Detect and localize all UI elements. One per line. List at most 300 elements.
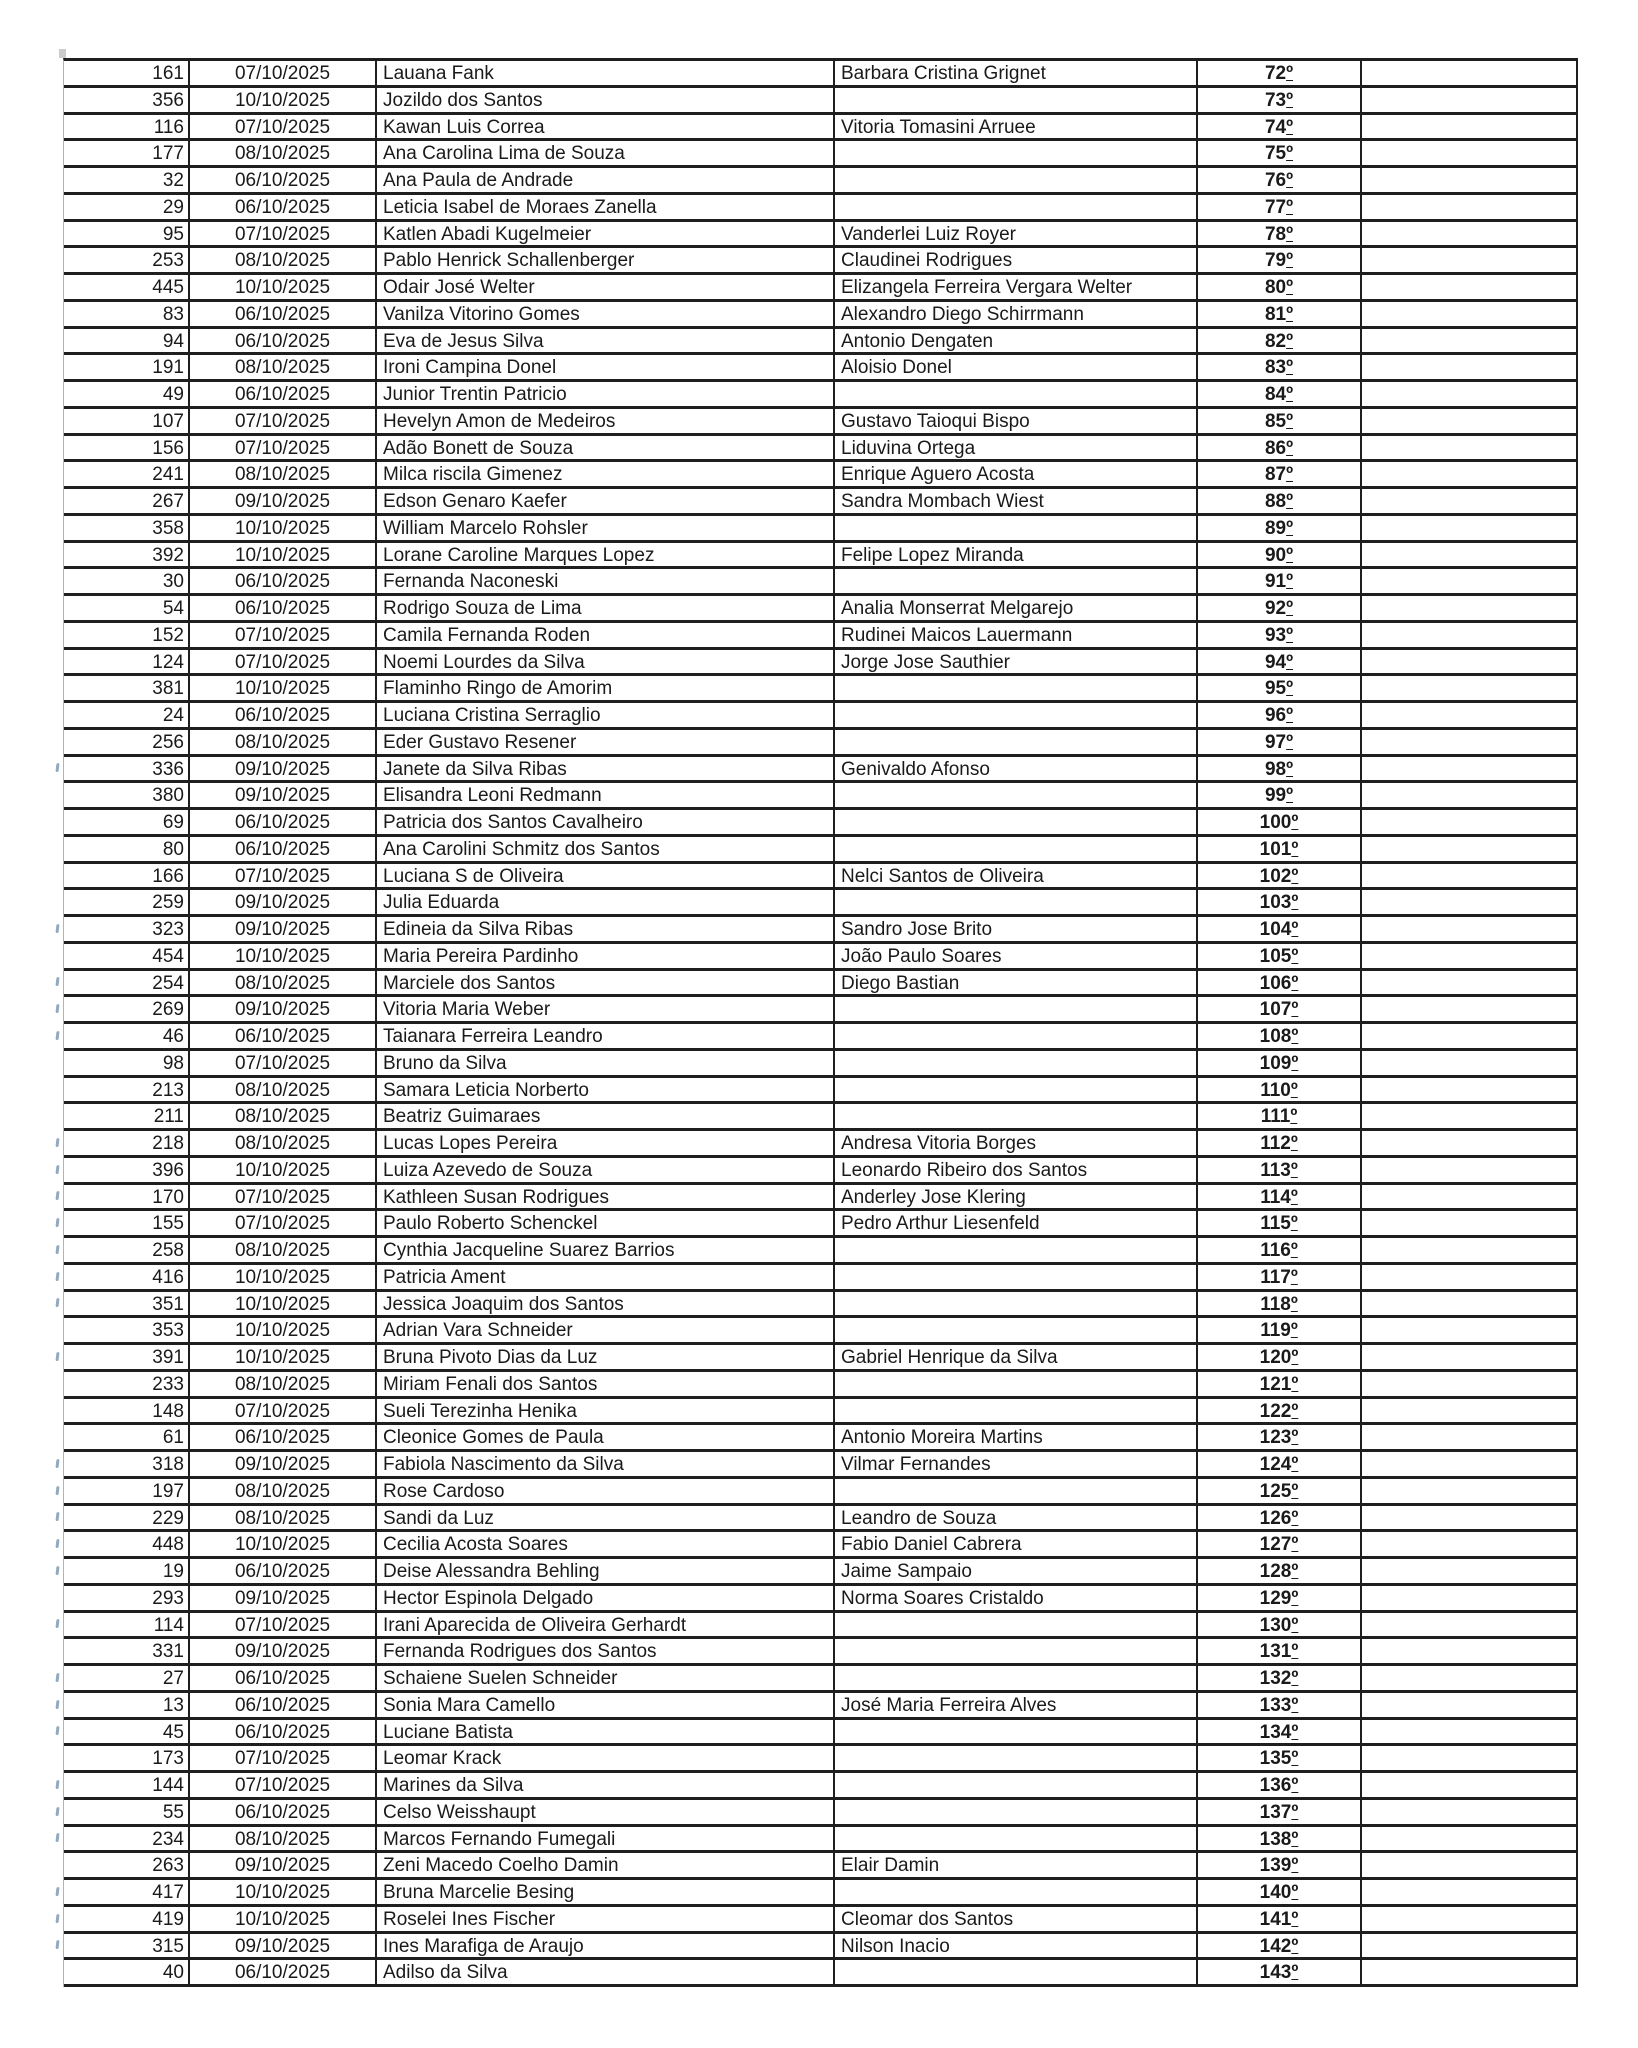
participant-name-cell: Ana Paula de Andrade [377,168,835,192]
notes-empty-cell [1362,864,1576,888]
participant-name-cell: Marines da Silva [377,1773,835,1797]
participant-name-cell: Junior Trentin Patricio [377,382,835,406]
participant-name-cell: Celso Weisshaupt [377,1800,835,1824]
signup-date-cell: 09/10/2025 [190,997,377,1021]
notes-empty-cell [1362,516,1576,540]
table-row [64,1238,1576,1265]
table-row [64,944,1576,971]
partner-name-cell: Pedro Arthur Liesenfeld [835,1211,1198,1235]
partner-name-cell [835,168,1198,192]
position-cell: 106º [1198,971,1362,995]
notes-empty-cell [1362,1211,1576,1235]
notes-empty-cell [1362,141,1576,165]
table-row [64,1158,1576,1185]
notes-empty-cell [1362,1051,1576,1075]
participant-name-cell: Odair José Welter [377,275,835,299]
signup-date-cell: 07/10/2025 [190,1051,377,1075]
position-cell: 72º [1198,61,1362,85]
notes-empty-cell [1362,1238,1576,1262]
participant-name-cell: Beatriz Guimaraes [377,1104,835,1128]
notes-empty-cell [1362,1024,1576,1048]
table-row [64,543,1576,570]
partner-name-cell [835,1746,1198,1770]
signup-date-cell: 08/10/2025 [190,1372,377,1396]
position-cell: 80º [1198,275,1362,299]
participant-name-cell: Bruno da Silva [377,1051,835,1075]
partner-name-cell [835,1372,1198,1396]
table-row [64,516,1576,543]
position-cell: 76º [1198,168,1362,192]
position-cell: 132º [1198,1666,1362,1690]
partner-name-cell: Elair Damin [835,1853,1198,1877]
signup-date-cell: 07/10/2025 [190,222,377,246]
entry-number-cell: 32 [64,168,190,192]
row-margin-mark [55,763,59,772]
entry-number-cell: 256 [64,730,190,754]
participant-name-cell: Hector Espinola Delgado [377,1586,835,1610]
row-margin-mark [55,1940,59,1949]
entry-number-cell: 95 [64,222,190,246]
entry-number-cell: 258 [64,1238,190,1262]
table-row [64,61,1576,88]
notes-empty-cell [1362,1720,1576,1744]
entry-number-cell: 229 [64,1506,190,1530]
notes-empty-cell [1362,650,1576,674]
table-row [64,275,1576,302]
participant-name-cell: Deise Alessandra Behling [377,1559,835,1583]
table-row [64,997,1576,1024]
entry-number-cell: 13 [64,1693,190,1717]
partner-name-cell: Diego Bastian [835,971,1198,995]
participant-name-cell: Lorane Caroline Marques Lopez [377,543,835,567]
notes-empty-cell [1362,222,1576,246]
row-margin-mark [55,1512,59,1521]
position-cell: 96º [1198,703,1362,727]
partner-name-cell [835,88,1198,112]
signup-date-cell: 06/10/2025 [190,195,377,219]
participant-name-cell: Vitoria Maria Weber [377,997,835,1021]
partner-name-cell [835,1613,1198,1637]
notes-empty-cell [1362,436,1576,460]
partner-name-cell [835,890,1198,914]
participant-name-cell: Luiza Azevedo de Souza [377,1158,835,1182]
signup-date-cell: 09/10/2025 [190,1934,377,1958]
notes-empty-cell [1362,1104,1576,1128]
table-row [64,248,1576,275]
entry-number-cell: 416 [64,1265,190,1289]
position-cell: 84º [1198,382,1362,406]
partner-name-cell: Genivaldo Afonso [835,757,1198,781]
signup-date-cell: 08/10/2025 [190,355,377,379]
position-cell: 128º [1198,1559,1362,1583]
entry-number-cell: 445 [64,275,190,299]
signup-date-cell: 10/10/2025 [190,1345,377,1369]
entry-number-cell: 19 [64,1559,190,1583]
notes-empty-cell [1362,88,1576,112]
row-margin-mark [55,1218,59,1227]
position-cell: 101º [1198,837,1362,861]
participant-name-cell: Marciele dos Santos [377,971,835,995]
entry-number-cell: 353 [64,1318,190,1342]
signup-date-cell: 07/10/2025 [190,1399,377,1423]
entry-number-cell: 318 [64,1452,190,1476]
notes-empty-cell [1362,1853,1576,1877]
table-row [64,1639,1576,1666]
notes-empty-cell [1362,757,1576,781]
row-margin-mark [55,1298,59,1307]
participant-name-cell: Maria Pereira Pardinho [377,944,835,968]
signup-date-cell: 10/10/2025 [190,1265,377,1289]
table-row [64,971,1576,998]
signup-date-cell: 10/10/2025 [190,516,377,540]
notes-empty-cell [1362,1479,1576,1503]
entry-number-cell: 177 [64,141,190,165]
participant-name-cell: Samara Leticia Norberto [377,1078,835,1102]
table-row [64,1131,1576,1158]
position-cell: 126º [1198,1506,1362,1530]
partner-name-cell: Enrique Aguero Acosta [835,462,1198,486]
notes-empty-cell [1362,1907,1576,1931]
position-cell: 115º [1198,1211,1362,1235]
participant-name-cell: Schaiene Suelen Schneider [377,1666,835,1690]
participant-name-cell: Adrian Vara Schneider [377,1318,835,1342]
entry-number-cell: 166 [64,864,190,888]
participant-name-cell: Pablo Henrick Schallenberger [377,248,835,272]
participant-name-cell: Bruna Marcelie Besing [377,1880,835,1904]
notes-empty-cell [1362,409,1576,433]
partner-name-cell [835,569,1198,593]
position-cell: 79º [1198,248,1362,272]
position-cell: 104º [1198,917,1362,941]
participant-name-cell: Rodrigo Souza de Lima [377,596,835,620]
row-margin-mark [55,1807,59,1816]
position-cell: 97º [1198,730,1362,754]
notes-empty-cell [1362,1318,1576,1342]
notes-empty-cell [1362,275,1576,299]
partner-name-cell: Elizangela Ferreira Vergara Welter [835,275,1198,299]
position-cell: 136º [1198,1773,1362,1797]
table-row [64,596,1576,623]
participant-name-cell: Lucas Lopes Pereira [377,1131,835,1155]
signup-date-cell: 06/10/2025 [190,1666,377,1690]
position-cell: 143º [1198,1960,1362,1984]
notes-empty-cell [1362,1693,1576,1717]
partner-name-cell [835,1265,1198,1289]
partner-name-cell [835,1639,1198,1663]
notes-empty-cell [1362,1506,1576,1530]
row-margin-mark [55,1138,59,1147]
table-row [64,1051,1576,1078]
signup-date-cell: 08/10/2025 [190,1078,377,1102]
notes-empty-cell [1362,302,1576,326]
signup-date-cell: 06/10/2025 [190,1024,377,1048]
table-row [64,890,1576,917]
table-row [64,1506,1576,1533]
signup-date-cell: 08/10/2025 [190,248,377,272]
signup-date-cell: 10/10/2025 [190,1907,377,1931]
signup-date-cell: 10/10/2025 [190,676,377,700]
partner-name-cell [835,1773,1198,1797]
participant-name-cell: Leticia Isabel de Moraes Zanella [377,195,835,219]
position-cell: 116º [1198,1238,1362,1262]
position-cell: 98º [1198,757,1362,781]
signup-date-cell: 08/10/2025 [190,1104,377,1128]
entry-number-cell: 356 [64,88,190,112]
position-cell: 111º [1198,1104,1362,1128]
notes-empty-cell [1362,1532,1576,1556]
table-row [64,1265,1576,1292]
entry-number-cell: 331 [64,1639,190,1663]
partner-name-cell: João Paulo Soares [835,944,1198,968]
table-row [64,88,1576,115]
partner-name-cell: Nilson Inacio [835,1934,1198,1958]
entry-number-cell: 173 [64,1746,190,1770]
position-cell: 137º [1198,1800,1362,1824]
position-cell: 88º [1198,489,1362,513]
partner-name-cell: Gustavo Taioqui Bispo [835,409,1198,433]
position-cell: 134º [1198,1720,1362,1744]
participant-name-cell: Fernanda Rodrigues dos Santos [377,1639,835,1663]
participant-name-cell: Leomar Krack [377,1746,835,1770]
participant-name-cell: Patricia Ament [377,1265,835,1289]
notes-empty-cell [1362,61,1576,85]
notes-empty-cell [1362,1827,1576,1851]
table-row [64,302,1576,329]
entry-number-cell: 269 [64,997,190,1021]
notes-empty-cell [1362,997,1576,1021]
position-cell: 139º [1198,1853,1362,1877]
partner-name-cell [835,1827,1198,1851]
notes-empty-cell [1362,1800,1576,1824]
position-cell: 125º [1198,1479,1362,1503]
participant-name-cell: Kathleen Susan Rodrigues [377,1185,835,1209]
row-margin-mark [55,1566,59,1575]
row-margin-mark [55,1673,59,1682]
participant-name-cell: Sandi da Luz [377,1506,835,1530]
position-cell: 124º [1198,1452,1362,1476]
notes-empty-cell [1362,543,1576,567]
position-cell: 83º [1198,355,1362,379]
position-cell: 131º [1198,1639,1362,1663]
partner-name-cell [835,1051,1198,1075]
partner-name-cell: Leandro de Souza [835,1506,1198,1530]
partner-name-cell [835,1024,1198,1048]
signup-date-cell: 10/10/2025 [190,1158,377,1182]
partner-name-cell: Liduvina Ortega [835,436,1198,460]
notes-empty-cell [1362,1746,1576,1770]
position-cell: 129º [1198,1586,1362,1610]
participant-name-cell: Elisandra Leoni Redmann [377,783,835,807]
entry-number-cell: 392 [64,543,190,567]
entry-number-cell: 218 [64,1131,190,1155]
position-cell: 78º [1198,222,1362,246]
partner-name-cell [835,783,1198,807]
partner-name-cell [835,1720,1198,1744]
table-row [64,355,1576,382]
participant-name-cell: Jozildo dos Santos [377,88,835,112]
participant-name-cell: Marcos Fernando Fumegali [377,1827,835,1851]
entry-number-cell: 267 [64,489,190,513]
signup-date-cell: 08/10/2025 [190,971,377,995]
notes-empty-cell [1362,730,1576,754]
table-row [64,1907,1576,1934]
signup-date-cell: 07/10/2025 [190,409,377,433]
table-row [64,409,1576,436]
position-cell: 120º [1198,1345,1362,1369]
entry-number-cell: 211 [64,1104,190,1128]
entry-number-cell: 417 [64,1880,190,1904]
table-row [64,382,1576,409]
entry-number-cell: 83 [64,302,190,326]
notes-empty-cell [1362,596,1576,620]
entry-number-cell: 323 [64,917,190,941]
table-row [64,730,1576,757]
participant-name-cell: Flaminho Ringo de Amorim [377,676,835,700]
partner-name-cell [835,730,1198,754]
signup-date-cell: 10/10/2025 [190,1880,377,1904]
participant-name-cell: Sueli Terezinha Henika [377,1399,835,1423]
entry-number-cell: 254 [64,971,190,995]
signup-date-cell: 10/10/2025 [190,1292,377,1316]
partner-name-cell [835,810,1198,834]
signup-date-cell: 09/10/2025 [190,489,377,513]
row-margin-mark [55,1539,59,1548]
entry-number-cell: 213 [64,1078,190,1102]
signup-date-cell: 08/10/2025 [190,1506,377,1530]
position-cell: 77º [1198,195,1362,219]
signup-date-cell: 06/10/2025 [190,302,377,326]
participant-name-cell: Milca riscila Gimenez [377,462,835,486]
participant-name-cell: Paulo Roberto Schenckel [377,1211,835,1235]
entry-number-cell: 396 [64,1158,190,1182]
row-margin-mark [55,977,59,986]
partner-name-cell [835,1238,1198,1262]
participant-name-cell: Irani Aparecida de Oliveira Gerhardt [377,1613,835,1637]
entry-number-cell: 124 [64,650,190,674]
row-margin-mark [55,1914,59,1923]
participant-name-cell: Lauana Fank [377,61,835,85]
partner-name-cell [835,1078,1198,1102]
entry-number-cell: 49 [64,382,190,406]
position-cell: 123º [1198,1425,1362,1449]
partner-name-cell: Jorge Jose Sauthier [835,650,1198,674]
position-cell: 138º [1198,1827,1362,1851]
partner-name-cell: José Maria Ferreira Alves [835,1693,1198,1717]
table-row [64,1292,1576,1319]
signup-date-cell: 10/10/2025 [190,88,377,112]
notes-empty-cell [1362,1078,1576,1102]
partner-name-cell: Antonio Dengaten [835,329,1198,353]
position-cell: 118º [1198,1292,1362,1316]
partner-name-cell: Andresa Vitoria Borges [835,1131,1198,1155]
partner-name-cell [835,1318,1198,1342]
table-row [64,115,1576,142]
entry-number-cell: 94 [64,329,190,353]
partner-name-cell [835,382,1198,406]
row-margin-mark [55,1700,59,1709]
entry-number-cell: 45 [64,1720,190,1744]
entry-number-cell: 156 [64,436,190,460]
notes-empty-cell [1362,1185,1576,1209]
partner-name-cell: Nelci Santos de Oliveira [835,864,1198,888]
signup-date-cell: 07/10/2025 [190,1211,377,1235]
notes-empty-cell [1362,382,1576,406]
signup-date-cell: 06/10/2025 [190,382,377,406]
participant-name-cell: Roselei Ines Fischer [377,1907,835,1931]
signup-date-cell: 08/10/2025 [190,1238,377,1262]
table-row [64,1104,1576,1131]
notes-empty-cell [1362,1399,1576,1423]
partner-name-cell [835,997,1198,1021]
signup-date-cell: 06/10/2025 [190,1559,377,1583]
position-cell: 130º [1198,1613,1362,1637]
position-cell: 107º [1198,997,1362,1021]
signup-date-cell: 07/10/2025 [190,650,377,674]
table-row [64,1853,1576,1880]
participant-name-cell: Katlen Abadi Kugelmeier [377,222,835,246]
partner-name-cell [835,1880,1198,1904]
position-cell: 105º [1198,944,1362,968]
partner-name-cell: Sandro Jose Brito [835,917,1198,941]
partner-name-cell [835,195,1198,219]
position-cell: 108º [1198,1024,1362,1048]
entry-number-cell: 454 [64,944,190,968]
table-row [64,1880,1576,1907]
participant-name-cell: Bruna Pivoto Dias da Luz [377,1345,835,1369]
participant-name-cell: Cecilia Acosta Soares [377,1532,835,1556]
notes-empty-cell [1362,329,1576,353]
row-margin-mark [55,1486,59,1495]
position-cell: 100º [1198,810,1362,834]
participant-name-cell: Noemi Lourdes da Silva [377,650,835,674]
row-margin-mark [55,1352,59,1361]
signup-date-cell: 08/10/2025 [190,141,377,165]
position-cell: 103º [1198,890,1362,914]
position-cell: 93º [1198,623,1362,647]
notes-empty-cell [1362,1292,1576,1316]
table-row [64,168,1576,195]
notes-empty-cell [1362,944,1576,968]
table-row [64,676,1576,703]
table-row [64,1185,1576,1212]
entry-number-cell: 40 [64,1960,190,1984]
signup-date-cell: 06/10/2025 [190,1693,377,1717]
signup-date-cell: 06/10/2025 [190,810,377,834]
signup-date-cell: 07/10/2025 [190,1773,377,1797]
entry-number-cell: 191 [64,355,190,379]
table-row [64,222,1576,249]
signup-date-cell: 06/10/2025 [190,569,377,593]
table-row [64,650,1576,677]
entry-number-cell: 336 [64,757,190,781]
row-margin-mark [55,1004,59,1013]
notes-empty-cell [1362,462,1576,486]
table-row [64,1613,1576,1640]
notes-empty-cell [1362,1666,1576,1690]
table-row [64,810,1576,837]
entry-number-cell: 391 [64,1345,190,1369]
row-margin-mark [55,1245,59,1254]
participant-name-cell: Jessica Joaquim dos Santos [377,1292,835,1316]
row-margin-mark [55,1833,59,1842]
table-row [64,195,1576,222]
table-row [64,1720,1576,1747]
participant-name-cell: Patricia dos Santos Cavalheiro [377,810,835,834]
entry-number-cell: 107 [64,409,190,433]
notes-empty-cell [1362,837,1576,861]
signup-date-cell: 10/10/2025 [190,1532,377,1556]
position-cell: 113º [1198,1158,1362,1182]
